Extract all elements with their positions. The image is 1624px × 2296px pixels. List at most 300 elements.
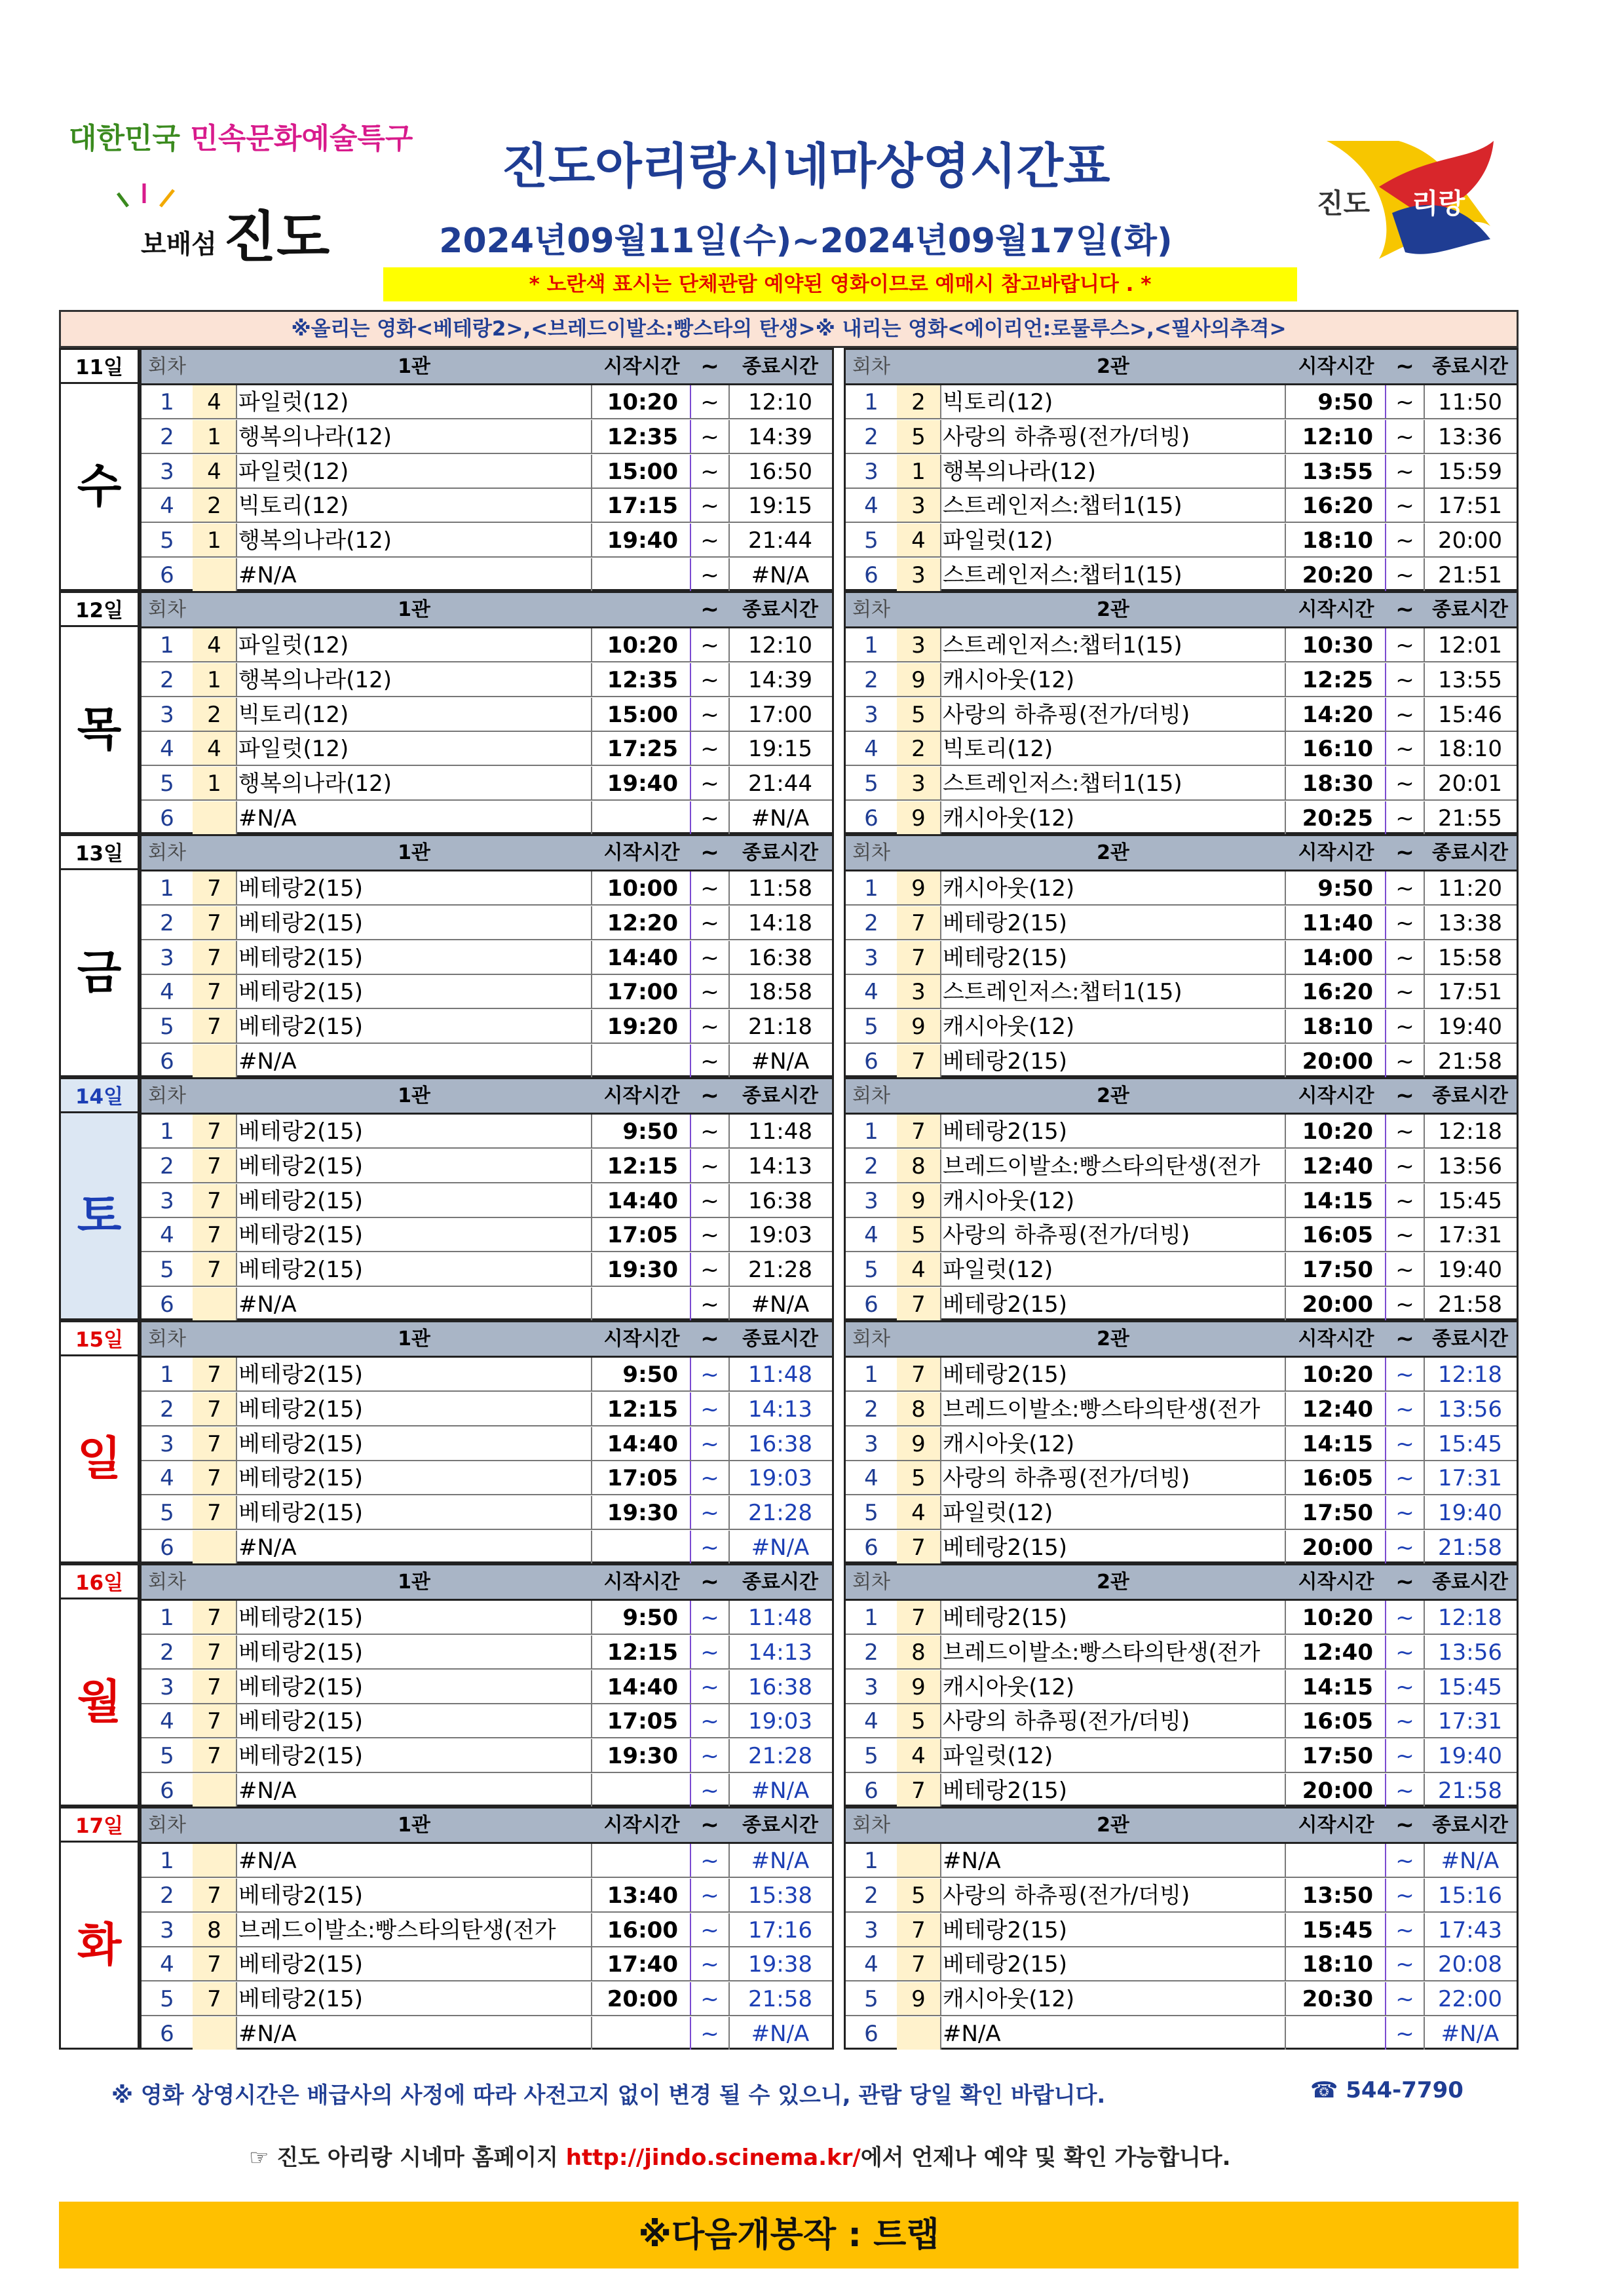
hall2-header	[846, 1565, 1517, 1601]
start-time: 17:50	[1286, 1496, 1386, 1529]
end-time: 13:56	[1438, 1639, 1502, 1666]
round-number: 4	[142, 975, 194, 1008]
end-time: 20:08	[1438, 1951, 1502, 1978]
start-time: 9:50	[592, 1358, 691, 1390]
movie-title: 베테랑2(15)	[236, 1601, 592, 1634]
start-time	[592, 1844, 691, 1877]
tilde-separator: ~	[691, 1044, 730, 1077]
end-time: 14:39	[748, 666, 812, 693]
rating-code: 7	[897, 1044, 941, 1077]
hall1-name: 1관	[398, 1084, 430, 1107]
rating-code	[193, 558, 237, 591]
tilde-header: ~	[1395, 1082, 1414, 1109]
end-time: #N/A	[751, 1778, 810, 1804]
showtime-row[interactable]	[846, 732, 1517, 766]
round-number: 3	[142, 941, 194, 974]
round-number: 1	[142, 1358, 194, 1390]
showtime-row[interactable]	[142, 1704, 832, 1738]
showtime-row[interactable]	[142, 1218, 832, 1252]
showtime-row[interactable]	[142, 732, 832, 766]
hall1-table	[140, 1077, 834, 1320]
round-number: 2	[142, 1392, 194, 1425]
showtime-row[interactable]	[142, 1253, 832, 1287]
tilde-separator: ~	[691, 1149, 730, 1182]
start-time: 17:15	[592, 489, 691, 522]
end-time: 16:38	[748, 1430, 812, 1457]
rating-code: 5	[897, 1218, 941, 1251]
showtime-row[interactable]	[142, 941, 832, 975]
tilde-separator: ~	[1386, 1358, 1425, 1390]
tilde-separator: ~	[1386, 1253, 1425, 1286]
rating-code: 5	[897, 1879, 941, 1911]
tilde-separator: ~	[1386, 1461, 1425, 1494]
showtime-row[interactable]	[846, 1427, 1517, 1461]
round-number: 6	[846, 801, 898, 834]
showtime-row[interactable]	[846, 1184, 1517, 1218]
tilde-separator: ~	[691, 698, 730, 731]
rating-code: 7	[193, 1392, 237, 1425]
start-time: 9:50	[592, 1115, 691, 1147]
end-time: 12:10	[748, 632, 812, 659]
start-time: 14:20	[1286, 698, 1386, 731]
tilde-separator: ~	[691, 1358, 730, 1390]
showtime-row[interactable]	[142, 698, 832, 732]
rating-code: 5	[897, 1704, 941, 1737]
showtime-row[interactable]	[846, 1844, 1517, 1878]
showtime-row[interactable]	[846, 1149, 1517, 1183]
round-number: 6	[142, 1288, 194, 1320]
start-time-header: 시작시간	[603, 841, 680, 864]
showtime-row[interactable]	[142, 1392, 832, 1426]
showtime-row[interactable]	[142, 1010, 832, 1044]
showtime-row[interactable]	[142, 1844, 832, 1878]
day-block-4	[59, 1320, 1519, 1563]
showtime-row[interactable]	[142, 1115, 832, 1149]
start-time: 12:35	[592, 420, 691, 453]
showtime-row[interactable]	[142, 663, 832, 697]
round-number: 5	[142, 767, 194, 799]
showtime-row[interactable]	[142, 420, 832, 454]
showtime-row[interactable]	[142, 1184, 832, 1218]
movie-title: 파일럿(12)	[940, 524, 1286, 556]
showtime-row[interactable]	[142, 1358, 832, 1392]
movie-title: 스트레인저스:챕터1(15)	[940, 975, 1286, 1008]
start-time: 12:10	[1286, 420, 1386, 453]
tilde-separator: ~	[691, 1879, 730, 1911]
homepage-note: ☞ 진도 아리랑 시네마 홈페이지 http://jindo.scinema.kr/에서 언제나 예약 및 확인 가능합니다.	[249, 2145, 1231, 2171]
movie-title: 베테랑2(15)	[940, 1774, 1286, 1807]
movie-title: 베테랑2(15)	[236, 1704, 592, 1737]
end-time: 19:15	[748, 736, 812, 763]
hall1-name: 1관	[398, 355, 430, 378]
showtime-row[interactable]	[846, 489, 1517, 523]
showtime-row[interactable]	[142, 906, 832, 940]
showtime-row[interactable]	[142, 1531, 832, 1565]
showtime-row[interactable]	[142, 1496, 832, 1530]
round-number: 5	[142, 524, 194, 556]
end-time-header: 종료시간	[742, 598, 818, 621]
rating-code: 4	[193, 385, 237, 418]
round-number: 3	[846, 1184, 898, 1217]
showtime-row[interactable]	[142, 1636, 832, 1670]
hall1-header	[142, 1322, 832, 1358]
tilde-separator: ~	[1386, 1601, 1425, 1634]
showtime-row[interactable]	[846, 1704, 1517, 1738]
end-time: 19:40	[1438, 1743, 1502, 1770]
tilde-separator: ~	[691, 1218, 730, 1251]
start-time: 18:10	[1286, 1947, 1386, 1980]
rating-code: 2	[193, 489, 237, 522]
end-time: #N/A	[751, 1535, 810, 1561]
showtime-row[interactable]	[846, 1739, 1517, 1773]
showtime-row[interactable]	[142, 1774, 832, 1808]
rating-code	[193, 1288, 237, 1320]
end-time: 12:18	[1438, 1119, 1502, 1145]
round-number: 1	[846, 1844, 898, 1877]
movie-title: #N/A	[236, 1774, 592, 1807]
tilde-separator: ~	[1386, 1531, 1425, 1563]
showtime-row[interactable]	[142, 385, 832, 419]
tilde-separator: ~	[1386, 455, 1425, 488]
rating-code: 3	[897, 558, 941, 591]
day-date: 17일	[61, 1808, 138, 1843]
round-number: 1	[142, 871, 194, 904]
movie-title: 빅토리(12)	[940, 732, 1286, 765]
rating-code	[193, 1774, 237, 1807]
start-time: 20:30	[1286, 1982, 1386, 2015]
start-time: 12:40	[1286, 1149, 1386, 1182]
end-time: 12:18	[1438, 1362, 1502, 1388]
showtime-row[interactable]	[142, 558, 832, 592]
showtime-row[interactable]	[846, 455, 1517, 489]
showtime-row[interactable]	[846, 1531, 1517, 1565]
rating-code: 7	[193, 1739, 237, 1772]
end-time-header: 종료시간	[1432, 1571, 1508, 1594]
rating-code: 7	[193, 1253, 237, 1286]
start-time	[1286, 2017, 1386, 2050]
movie-title: 행복의나라(12)	[940, 455, 1286, 488]
movie-title: 베테랑2(15)	[236, 1496, 592, 1529]
end-time: 12:18	[1438, 1605, 1502, 1631]
round-number: 3	[142, 1670, 194, 1703]
movie-title: 베테랑2(15)	[236, 1739, 592, 1772]
showtime-row[interactable]	[142, 455, 832, 489]
hall2-table	[844, 348, 1519, 591]
round-number: 6	[142, 801, 194, 834]
tilde-separator: ~	[1386, 1392, 1425, 1425]
end-time: 11:50	[1438, 389, 1502, 415]
round-number: 3	[846, 1427, 898, 1460]
showtime-row[interactable]	[846, 524, 1517, 558]
round-header: 회차	[852, 1328, 890, 1350]
showtime-row[interactable]	[846, 1879, 1517, 1913]
round-number: 3	[142, 1184, 194, 1217]
showtime-row[interactable]	[846, 1636, 1517, 1670]
showtime-row[interactable]	[142, 1044, 832, 1079]
end-time: 13:56	[1438, 1153, 1502, 1179]
start-time: 11:40	[1286, 906, 1386, 939]
showtime-row[interactable]	[142, 489, 832, 523]
page-title: 진도아리랑시네마상영시간표	[501, 138, 1110, 195]
hall1-table	[140, 834, 834, 1077]
end-time: #N/A	[1441, 1848, 1500, 1874]
showtime-row[interactable]	[846, 1288, 1517, 1322]
day-date: 13일	[61, 836, 138, 870]
start-time: 19:20	[592, 1010, 691, 1043]
rating-code	[897, 2017, 941, 2050]
start-time-header: 시작시간	[1298, 1814, 1374, 1837]
showtime-row[interactable]	[846, 941, 1517, 975]
showtime-row[interactable]	[846, 1461, 1517, 1495]
tilde-header: ~	[1395, 1569, 1414, 1595]
round-number: 1	[846, 1358, 898, 1390]
tilde-separator: ~	[691, 801, 730, 834]
showtime-row[interactable]	[846, 1601, 1517, 1635]
round-number: 3	[142, 1913, 194, 1946]
movie-title: 베테랑2(15)	[236, 1184, 592, 1217]
showtime-row[interactable]	[846, 906, 1517, 940]
end-time: 14:13	[748, 1396, 812, 1423]
showtime-row[interactable]	[846, 1115, 1517, 1149]
end-time: 13:38	[1438, 909, 1502, 936]
tilde-header: ~	[1395, 596, 1414, 622]
rating-code	[193, 1044, 237, 1077]
rating-code: 2	[897, 732, 941, 765]
tilde-header: ~	[700, 353, 719, 379]
round-header: 회차	[148, 1084, 186, 1107]
day-date: 16일	[61, 1565, 138, 1599]
movie-title: 베테랑2(15)	[940, 906, 1286, 939]
showtime-row[interactable]	[142, 524, 832, 558]
showtime-row[interactable]	[142, 975, 832, 1009]
showtime-row[interactable]	[846, 420, 1517, 454]
end-time: 14:13	[748, 1639, 812, 1666]
showtime-row[interactable]	[846, 1253, 1517, 1287]
end-time: 17:16	[748, 1917, 812, 1943]
start-time	[592, 2017, 691, 2050]
movie-title: 베테랑2(15)	[940, 1115, 1286, 1147]
round-number: 3	[846, 941, 898, 974]
hall1-header	[142, 836, 832, 871]
start-time: 13:55	[1286, 455, 1386, 488]
showtime-row[interactable]	[846, 1982, 1517, 2016]
tilde-separator: ~	[1386, 871, 1425, 904]
end-time-header: 종료시간	[1432, 1814, 1508, 1837]
hall2-name: 2관	[1097, 355, 1129, 378]
end-time: 17:43	[1438, 1917, 1502, 1943]
rating-code: 7	[897, 1601, 941, 1634]
end-time: #N/A	[751, 562, 810, 588]
round-number: 4	[142, 732, 194, 765]
round-number: 4	[142, 489, 194, 522]
round-header: 회차	[148, 355, 186, 378]
showtime-row[interactable]	[846, 1913, 1517, 1947]
showtime-row[interactable]	[846, 1044, 1517, 1079]
movie-title: #N/A	[940, 1844, 1286, 1877]
day-cell	[59, 1563, 140, 1807]
end-time: 16:38	[748, 1187, 812, 1214]
tilde-header: ~	[700, 1569, 719, 1595]
showtime-row[interactable]	[142, 767, 832, 801]
showtime-row[interactable]	[846, 558, 1517, 592]
showtime-row[interactable]	[142, 1288, 832, 1322]
start-time-header: 시작시간	[603, 355, 680, 378]
start-time: 14:15	[1286, 1184, 1386, 1217]
end-time: 14:39	[748, 423, 812, 450]
showtime-row[interactable]	[142, 1739, 832, 1773]
round-number: 4	[142, 1218, 194, 1251]
end-time: 15:46	[1438, 701, 1502, 728]
end-time-header: 종료시간	[742, 1814, 818, 1837]
start-time-header: 시작시간	[603, 1571, 680, 1594]
round-number: 1	[142, 628, 194, 661]
tilde-separator: ~	[691, 1704, 730, 1737]
showtime-row[interactable]	[846, 2017, 1517, 2051]
movie-title: 파일럿(12)	[236, 385, 592, 418]
showtime-row[interactable]	[846, 698, 1517, 732]
showtime-row[interactable]	[846, 385, 1517, 419]
showtime-row[interactable]	[846, 1947, 1517, 1981]
movie-title: 사랑의 하츄핑(전가/더빙)	[940, 698, 1286, 731]
showtime-row[interactable]	[846, 663, 1517, 697]
showtime-row[interactable]	[846, 767, 1517, 801]
end-time: 19:03	[748, 1465, 812, 1492]
round-header: 회차	[852, 355, 890, 378]
tilde-separator: ~	[1386, 1218, 1425, 1251]
rating-code: 7	[193, 1461, 237, 1494]
movie-title: #N/A	[236, 1288, 592, 1320]
rating-code: 7	[193, 1184, 237, 1217]
tilde-separator: ~	[1386, 1427, 1425, 1460]
showtime-row[interactable]	[846, 1358, 1517, 1392]
showtime-row[interactable]	[846, 801, 1517, 835]
day-of-week: 수	[77, 459, 122, 513]
round-number: 2	[846, 1879, 898, 1911]
rating-code: 7	[897, 1288, 941, 1320]
end-time: 14:18	[748, 909, 812, 936]
round-number: 6	[142, 558, 194, 591]
end-time: 12:01	[1438, 632, 1502, 659]
hall2-header	[846, 1808, 1517, 1844]
rating-code: 7	[193, 1218, 237, 1251]
start-time: 16:20	[1286, 489, 1386, 522]
showtime-row[interactable]	[142, 871, 832, 906]
rating-code: 7	[897, 1531, 941, 1563]
start-time: 16:05	[1286, 1461, 1386, 1494]
showtime-row[interactable]	[846, 1218, 1517, 1252]
showtime-row[interactable]	[142, 1879, 832, 1913]
day-of-week: 화	[77, 1918, 122, 1972]
movie-title: #N/A	[236, 1531, 592, 1563]
showtime-row[interactable]	[846, 975, 1517, 1009]
tilde-separator: ~	[1386, 732, 1425, 765]
round-number: 1	[846, 1115, 898, 1147]
showtime-row[interactable]	[846, 871, 1517, 906]
start-time: 17:00	[592, 975, 691, 1008]
round-number: 4	[846, 1461, 898, 1494]
showtime-row[interactable]	[142, 1149, 832, 1183]
showtime-row[interactable]	[142, 1947, 832, 1981]
rating-code: 7	[193, 1704, 237, 1737]
tilde-separator: ~	[691, 558, 730, 591]
homepage-link[interactable]: http://jindo.scinema.kr/	[565, 2145, 861, 2171]
showtime-row[interactable]	[846, 1670, 1517, 1704]
tilde-separator: ~	[691, 1739, 730, 1772]
end-time: 21:58	[1438, 1778, 1502, 1804]
showtime-row[interactable]	[142, 2017, 832, 2051]
showtime-row[interactable]	[142, 628, 832, 662]
start-time: 9:50	[592, 1601, 691, 1634]
phone-number[interactable]: ☎ 544-7790	[1310, 2077, 1463, 2103]
end-time: #N/A	[751, 1048, 810, 1075]
end-time: #N/A	[751, 2021, 810, 2047]
start-time: 13:50	[1286, 1879, 1386, 1911]
round-number: 1	[846, 1601, 898, 1634]
rating-code: 9	[897, 801, 941, 834]
round-number: 6	[142, 2017, 194, 2050]
showtime-row[interactable]	[846, 1774, 1517, 1808]
showtime-row[interactable]	[142, 1427, 832, 1461]
round-number: 2	[846, 1392, 898, 1425]
start-time: 12:25	[1286, 663, 1386, 696]
end-time-header: 종료시간	[1432, 841, 1508, 864]
start-time: 15:00	[592, 698, 691, 731]
tilde-header: ~	[700, 1326, 719, 1352]
rating-code: 8	[897, 1636, 941, 1668]
end-time: 13:56	[1438, 1396, 1502, 1423]
end-time: 19:40	[1438, 1014, 1502, 1041]
showtime-row[interactable]	[142, 1461, 832, 1495]
hall1-header	[142, 350, 832, 385]
tilde-header: ~	[700, 839, 719, 866]
showtime-row[interactable]	[846, 1010, 1517, 1044]
movie-title: 베테랑2(15)	[236, 941, 592, 974]
end-time: 17:31	[1438, 1465, 1502, 1492]
start-time: 14:15	[1286, 1427, 1386, 1460]
showtime-row[interactable]	[142, 801, 832, 835]
showtime-row[interactable]	[142, 1913, 832, 1947]
tilde-separator: ~	[1386, 489, 1425, 522]
showtime-row[interactable]	[142, 1982, 832, 2016]
rating-code: 7	[193, 1115, 237, 1147]
movie-title: 행복의나라(12)	[236, 767, 592, 799]
showtime-row[interactable]	[846, 1496, 1517, 1530]
start-time: 18:30	[1286, 767, 1386, 799]
end-time: 18:10	[1438, 736, 1502, 763]
end-time: 13:36	[1438, 423, 1502, 450]
showtime-row[interactable]	[846, 1392, 1517, 1426]
rating-code: 7	[193, 906, 237, 939]
movie-title: 행복의나라(12)	[236, 420, 592, 453]
movie-title: 사랑의 하츄핑(전가/더빙)	[940, 1704, 1286, 1737]
tilde-separator: ~	[691, 1115, 730, 1147]
rating-code: 3	[897, 975, 941, 1008]
showtime-row[interactable]	[846, 628, 1517, 662]
start-time: 14:15	[1286, 1670, 1386, 1703]
movie-title: 베테랑2(15)	[236, 1461, 592, 1494]
day-block-5	[59, 1563, 1519, 1807]
end-time: #N/A	[751, 1848, 810, 1874]
day-cell	[59, 348, 140, 591]
end-time: 21:58	[1438, 1048, 1502, 1075]
showtime-row[interactable]	[142, 1670, 832, 1704]
movie-title: 베테랑2(15)	[236, 1115, 592, 1147]
showtime-row[interactable]	[142, 1601, 832, 1635]
round-number: 4	[846, 1947, 898, 1980]
rating-code: 4	[897, 524, 941, 556]
rating-code: 3	[897, 628, 941, 661]
end-time: 21:44	[748, 527, 812, 554]
